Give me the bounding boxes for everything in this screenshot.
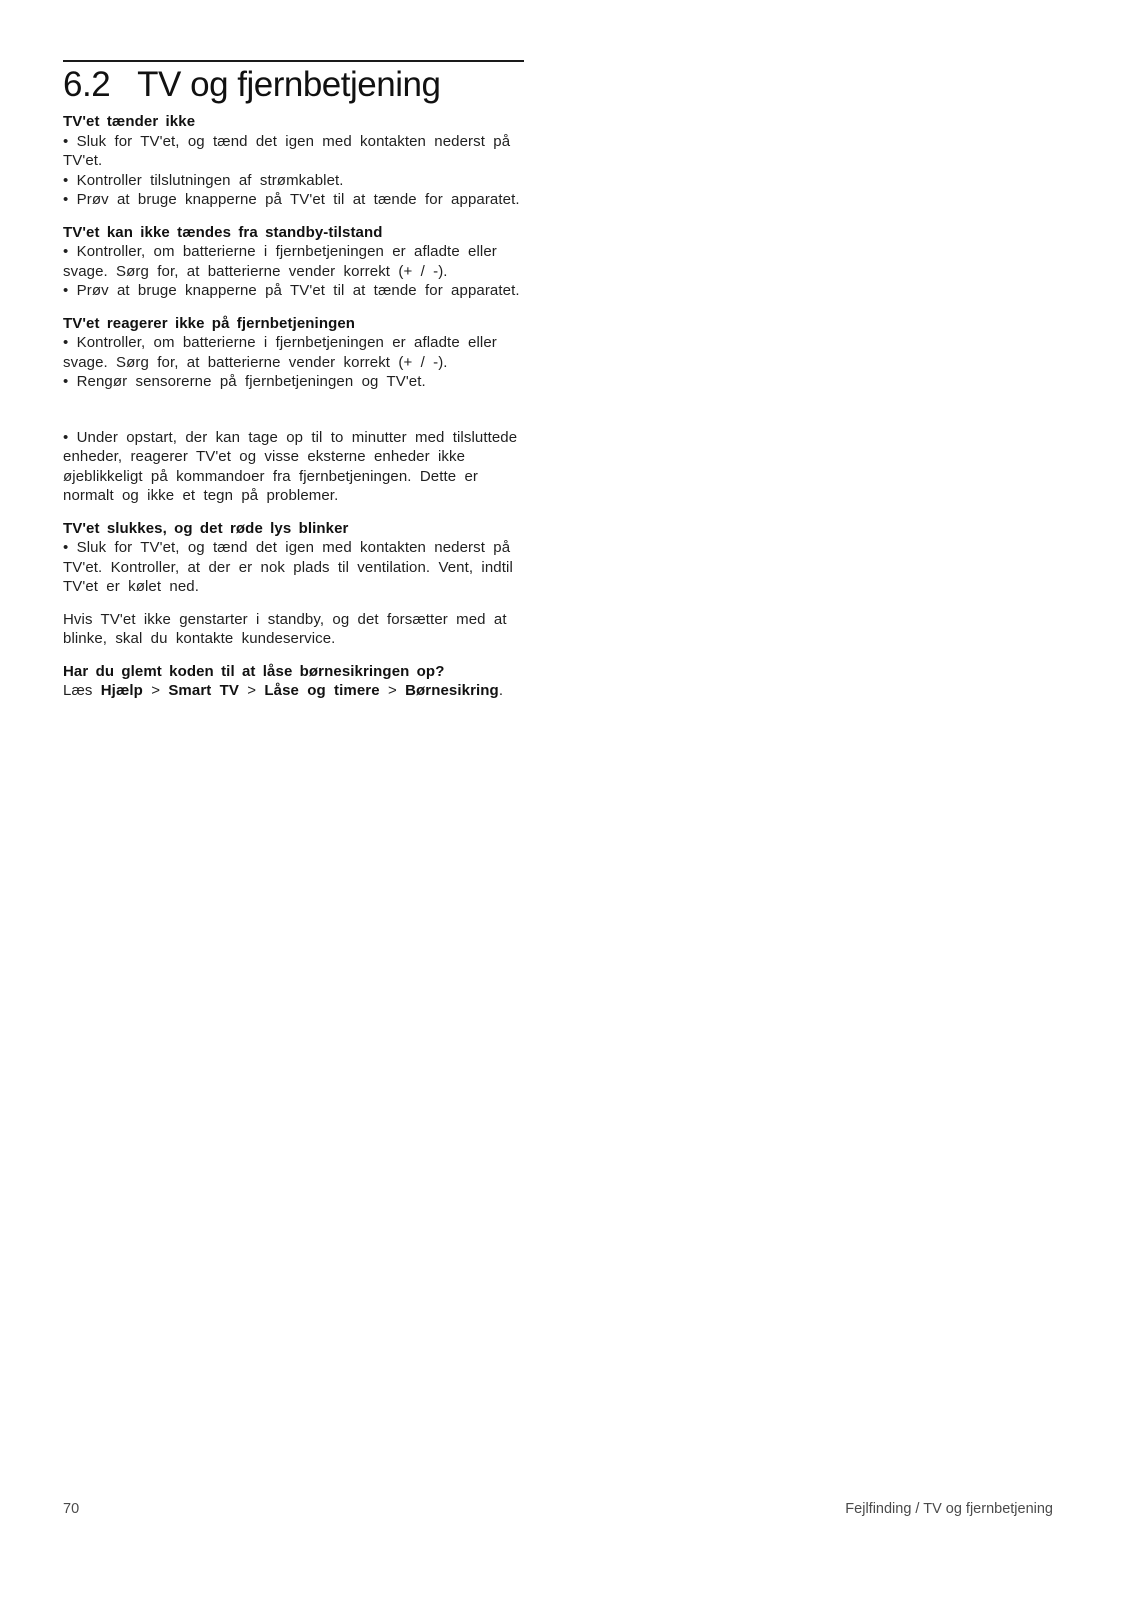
section-number: 6.2 <box>63 65 111 104</box>
body-paragraph: Hvis TV'et ikke genstarter i standby, og det forsætter med at blinke, skal du kontakte kundeservice. <box>63 610 507 647</box>
page-number: 70 <box>63 1501 80 1517</box>
body-paragraph: • Kontroller, om batterierne i fjernbetjeningen er afladte eller svage. Sørg for, at batterierne vender korrekt (+ / -). <box>63 243 497 280</box>
plain-text: > <box>142 682 169 699</box>
content-section <box>63 223 533 301</box>
content-section <box>63 314 533 392</box>
menu-path-item: Hjælp <box>100 682 143 699</box>
body-paragraph: • Kontroller tilslutningen af strømkablet. <box>63 171 344 189</box>
plain-text: Læs <box>63 682 101 699</box>
content-column <box>63 112 533 714</box>
body-paragraph: • Sluk for TV'et, og tænd det igen med kontakten nederst på TV'et. Kontroller, at der er nok plads til ventilation. Vent, indtil TV'et er kølet ned. <box>63 539 513 595</box>
content-section <box>63 519 533 597</box>
content-paragraph-block <box>63 610 533 649</box>
section-header <box>63 60 524 105</box>
running-title: Fejlfinding / TV og fjernbetjening <box>845 1501 1053 1517</box>
plain-text: > <box>238 682 265 699</box>
menu-path-item: Børnesikring <box>405 682 499 699</box>
section-title: TV og fjernbetjening <box>137 65 441 104</box>
content-paragraph-block <box>63 428 533 506</box>
section-heading: Har du glemt koden til at låse børnesikringen op? <box>63 662 445 680</box>
body-paragraph: • Under opstart, der kan tage op til to minutter med tilsluttede enheder, reagerer TV'et og visse eksterne enheder ikke øjeblikkeligt på kommandoer fra fjernbetjeningen. Dette er normalt og ikke et tegn på problemer. <box>63 428 518 504</box>
menu-path-item: Låse og timere <box>264 682 380 699</box>
section-heading: TV'et reagerer ikke på fjernbetjeningen <box>63 314 356 332</box>
body-paragraph: • Rengør sensorerne på fjernbetjeningen og TV'et. <box>63 373 426 390</box>
body-paragraph: • Prøv at bruge knapperne på TV'et til at tænde for apparatet. <box>63 282 520 299</box>
content-section <box>63 112 533 210</box>
plain-text: > <box>379 682 406 699</box>
page-footer <box>63 1500 1053 1518</box>
body-paragraph: • Prøv at bruge knapperne på TV'et til at tænde for apparatet. <box>63 191 520 208</box>
content-section <box>63 662 533 701</box>
page-title <box>63 65 524 105</box>
section-heading: TV'et tænder ikke <box>63 113 196 130</box>
section-heading: TV'et kan ikke tændes fra standby-tilstand <box>63 223 383 241</box>
body-paragraph: • Sluk for TV'et, og tænd det igen med kontakten nederst på TV'et. <box>63 132 511 169</box>
plain-text: . <box>498 682 504 699</box>
body-paragraph: • Kontroller, om batterierne i fjernbetjeningen er afladte eller svage. Sørg for, at batterierne vender korrekt (+ / -). <box>63 334 497 371</box>
header-rule <box>63 60 524 62</box>
menu-path-item: Smart TV <box>168 682 239 699</box>
section-heading: TV'et slukkes, og det røde lys blinker <box>63 519 349 537</box>
body-paragraph <box>63 681 533 701</box>
